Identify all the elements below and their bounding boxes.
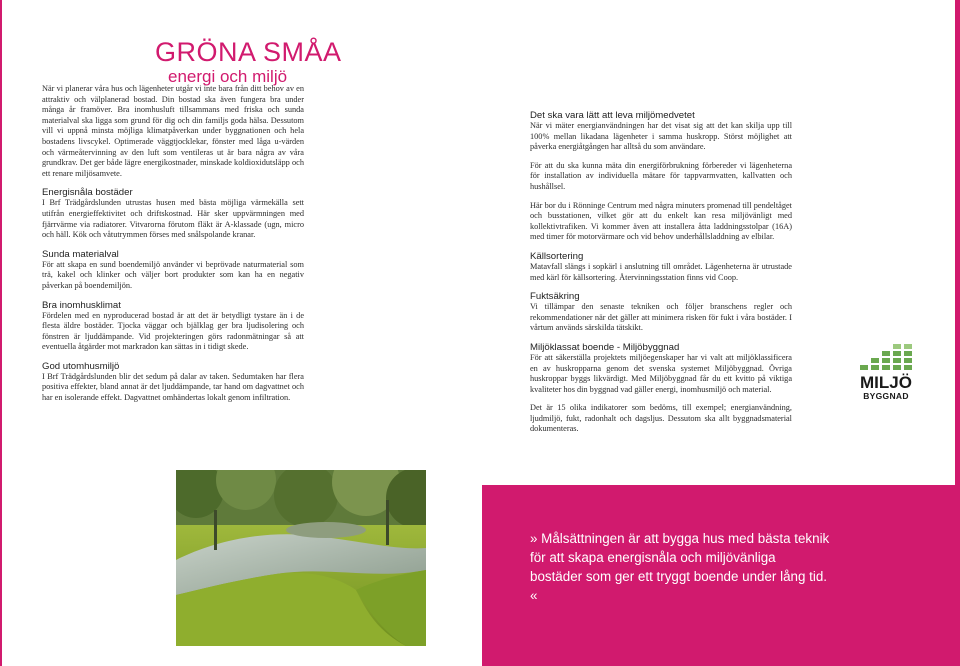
logo-bar bbox=[882, 358, 890, 363]
section-heading: Energisnåla bostäder bbox=[42, 187, 133, 199]
logo-text-miljo: MILJÖ bbox=[860, 373, 912, 392]
logo-bar bbox=[860, 365, 868, 370]
right-column bbox=[530, 110, 792, 443]
section-text: Här bor du i Rönninge Centrum med några minuters promenad till pendeltåget och busstationen, vilket gör att du enkelt kan resa miljövänligt med kollektivtrafiken. Vi kommer även att installera åtta laddningsstolpar (16A) med timer för motorvärmare och vid behov underhållsladdning av elbilar. bbox=[530, 200, 792, 242]
page-subtitle: energi och miljö bbox=[168, 67, 288, 86]
logo-bar bbox=[871, 365, 879, 370]
right-edge-stripe bbox=[955, 0, 960, 666]
logo-bar bbox=[871, 358, 879, 363]
logo-bar bbox=[904, 358, 912, 363]
section-heading: Det ska vara lätt att leva miljömedvetet bbox=[530, 110, 695, 121]
section-text: För att du ska kunna mäta din energiförbrukning förbereder vi lägenheterna för installation av individuella mätare för tappvarmvatten, kallvatten och hushållsel. bbox=[530, 160, 792, 191]
section-text: I Brf Trädgårdslunden blir det sedum på dalar av taken. Sedumtaken har flera positiva effekter, bland annat är det ljuddämpande, tar hand om dagvattnet och har en isolerande effekt. Dagvattnet omhändertas lokalt genom infiltration. bbox=[42, 371, 304, 403]
logo-bar bbox=[904, 351, 912, 356]
logo-text-byggnad: BYGGNAD bbox=[863, 391, 909, 401]
section-heading: Bra inomhusklimat bbox=[42, 299, 121, 311]
left-edge-stripe bbox=[0, 0, 2, 666]
section-heading: God utomhusmiljö bbox=[42, 360, 120, 372]
section-text: Vi tillämpar den senaste tekniken och följer branschens regler och rekommendationer när det gäller att minimera risken för fukt i våra bostäder. I vårtum används särskilda tätskikt. bbox=[530, 302, 792, 333]
logo-bar bbox=[882, 351, 890, 356]
miljobyggnad-logo-icon bbox=[858, 340, 914, 376]
left-column bbox=[42, 84, 304, 412]
pull-quote: » Målsättningen är att bygga hus med bästa teknik för att skapa energisnåla och miljövänliga bostäder som ger ett tryggt boende under lång tid. « bbox=[530, 531, 830, 603]
logo-bar bbox=[882, 365, 890, 370]
logo-bar bbox=[893, 365, 901, 370]
landscape-photo-illustration bbox=[176, 470, 426, 646]
section-text: När vi mäter energianvändningen har det visat sig att det kan skilja upp till 100% mellan likadana lägenheter i samma huskropp. Störst möjlighet att påverka energiåtgången har alltså du som användare. bbox=[530, 121, 792, 152]
logo-bar bbox=[904, 344, 912, 349]
intro-paragraph: När vi planerar våra hus och lägenheter utgår vi inte bara från ditt behov av en attraktiv och välplanerad bostad. Din bostad ska även fungera bra under många år framöver. Bra inomhusluft tillsammans med friska och sunda materialval ska ligga som grund för dig och din familjs goda hälsa. Dessutom vill vi uppnå minsta möjliga klimatpåverkan under byggnationen och hela bostadens livscykel. Optimerade väggtjocklekar, fönster med låga u-värden och värmeåtervinning av den luft som ventileras ut är bara några av våra grundkrav. Det ger både lägre energikostnader, minskade koldioxidutsläpp och ett renare miljösamvete. bbox=[42, 84, 304, 178]
section-text: För att säkerställa projektets miljöegenskaper har vi valt att miljöklassificera en av huskropparna genom det svenska systemet Miljöbyggnad. Övriga huskroppar byggs likvärdigt. Med Miljöbyggnad får du ett kvitto på viktiga kvaliteter hos din byggnad vad gäller energi, inomhusmiljö och material. bbox=[530, 352, 792, 394]
logo-bar bbox=[893, 344, 901, 349]
section-text: I Brf Trädgårdslunden utrustas husen med bästa möjliga värmekälla sett utifrån energieffektivitet och driftskostnad. Här sker uppvärmningen med fjärrvärme via radiatorer. Vitvarorna förutom fläkt är A-klassade (ugn, micro och häll. Kök och våtutrymmen förses med snålspolande kranar. bbox=[42, 198, 304, 240]
section-text: För att skapa en sund boendemiljö använder vi beprövade naturmaterial som trä, kakel och klinker och väljer bort produkter som kan ha en negativ påverkan på boendemiljön. bbox=[42, 259, 304, 290]
section-heading: Källsortering bbox=[530, 250, 584, 262]
logo-bar bbox=[893, 358, 901, 363]
section-text: Fördelen med en nyproducerad bostad är att det är betydligt tystare än i de flesta äldre bostäder. Tjocka väggar och bjälklag ger bra ljudisolering och fönstren är ljuddämpande. Vid projekteringen görs radonmätningar så att eventuella åtgärder mot markradon kan sättas in i tidigt skede. bbox=[42, 310, 304, 352]
section-heading: Sunda materialval bbox=[42, 248, 119, 260]
landscape-photo bbox=[176, 470, 426, 646]
page-title: GRÖNA SMÅA bbox=[155, 37, 342, 67]
section-text: Matavfall slängs i sopkärl i anslutning till området. Lägenheterna är utrustade med kärl för källsortering. Återvinningsstation finns vid Coop. bbox=[530, 261, 792, 282]
section-text: Det är 15 olika indikatorer som bedöms, till exempel; energianvändning, ljudmiljö, fukt, radonhalt och dagsljus. Dessutom ska allt byggnadsmaterial dokumenteras. bbox=[530, 403, 792, 434]
logo-bar bbox=[893, 351, 901, 356]
logo-bar bbox=[904, 365, 912, 370]
section-heading: Fuktsäkring bbox=[530, 291, 580, 303]
section-heading: Miljöklassat boende - Miljöbyggnad bbox=[530, 341, 680, 353]
